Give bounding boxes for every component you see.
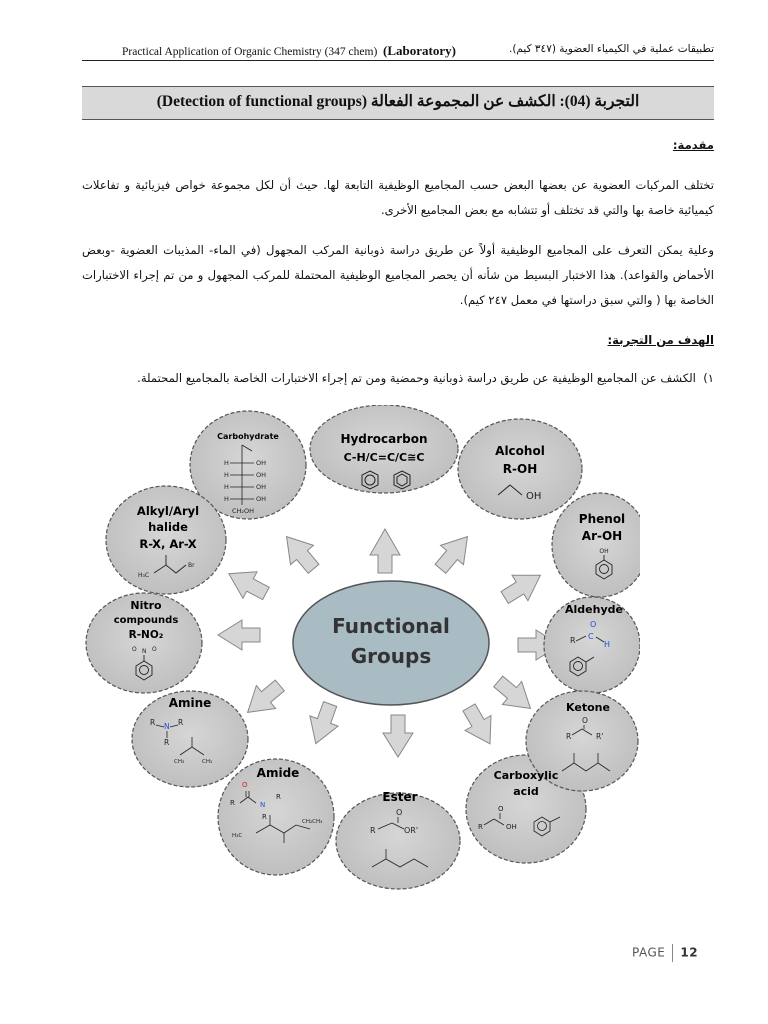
objective-item-number: ١)	[703, 371, 714, 385]
intro-paragraph-1: تختلف المركبات العضوية عن بعضها البعض حسب المجاميع الوظيفية التابعة لها. حيث أن لكل مجموعة خواص فيزيائية و تفاعلات كيميائية خاصة بها والتي قد تختلف أو تتشابه مع بعض المجاميع الأخرى.	[82, 178, 714, 217]
svg-text:H: H	[224, 495, 229, 503]
svg-text:H: H	[224, 483, 229, 491]
formula-nitro: R-NO₂	[128, 629, 164, 641]
label-hydrocarbon: Hydrocarbon	[340, 432, 428, 446]
svg-text:R: R	[370, 826, 376, 835]
page-header	[82, 38, 714, 61]
formula-hydrocarbon: C-H/C=C/C≅C	[343, 451, 425, 464]
arrow-up-right	[429, 527, 479, 578]
page-footer	[632, 944, 698, 966]
svg-text:H: H	[604, 640, 611, 649]
header-course-arabic: تطبيقات عملية في الكيمياء العضوية (٣٤٧ كيم).	[508, 43, 714, 55]
arrow-down	[383, 715, 413, 757]
svg-text:O: O	[396, 808, 403, 817]
svg-text:OH: OH	[526, 491, 542, 502]
experiment-title: التجربة (04): الكشف عن المجموعة الفعالة (Detection of functional groups)	[82, 86, 714, 120]
arrow-right-lower	[489, 670, 540, 720]
label-alcohol: Alcohol	[495, 444, 545, 458]
footer-page-label: PAGE	[632, 945, 666, 960]
arrow-down-left	[302, 699, 345, 749]
svg-text:R: R	[566, 732, 572, 741]
svg-text:CH₃: CH₃	[202, 759, 213, 765]
svg-text:O: O	[242, 781, 248, 789]
svg-text:CH₂OH: CH₂OH	[232, 507, 255, 515]
svg-text:H₃C: H₃C	[232, 833, 243, 839]
svg-text:O: O	[152, 646, 157, 653]
svg-text:R: R	[178, 718, 184, 727]
label-ester: Ester	[382, 790, 418, 804]
header-lab-label: (Laboratory)	[383, 43, 456, 58]
center-label-line2: Groups	[350, 644, 432, 668]
svg-text:H₃C: H₃C	[138, 572, 150, 579]
svg-text:R: R	[262, 813, 267, 821]
svg-text:OH: OH	[256, 459, 267, 467]
arrow-down-right	[456, 700, 503, 751]
node-hydrocarbon	[310, 405, 458, 493]
label-phenol: Phenol	[578, 512, 626, 526]
svg-text:H: H	[224, 459, 229, 467]
header-course-english: Practical Application of Organic Chemistry (347 chem) (Laboratory)	[122, 43, 456, 58]
svg-text:halide: halide	[148, 520, 188, 534]
svg-text:OH: OH	[256, 471, 267, 479]
svg-text:O: O	[582, 716, 588, 725]
objective-item-text: الكشف عن المجاميع الوظيفية عن طريق دراسة ذوبانية وحمضية ومن تم إجراء الاختبارات الخاصة بالمجاميع المحتملة.	[137, 371, 696, 385]
svg-text:R: R	[478, 823, 483, 831]
svg-text:R: R	[150, 718, 156, 727]
label-aldehyde: Aldehyde	[565, 603, 623, 616]
svg-text:CH₂CH₃: CH₂CH₃	[302, 819, 323, 825]
svg-text:H: H	[224, 471, 229, 479]
center-ellipse	[293, 581, 489, 705]
arrow-left	[218, 620, 260, 650]
svg-text:Br: Br	[188, 562, 195, 569]
label-carbohydrate: Carbohydrate	[217, 432, 279, 441]
svg-text:N: N	[260, 801, 266, 809]
svg-text:R': R'	[596, 732, 604, 741]
intro-heading: مقدمة:	[672, 138, 714, 152]
functional-groups-diagram	[80, 405, 640, 895]
svg-text:O: O	[132, 646, 137, 653]
label-ketone: Ketone	[566, 701, 610, 714]
node-phenol-body	[552, 493, 640, 597]
formula-phenol: Ar-OH	[581, 529, 623, 543]
arrow-left-lower	[238, 674, 289, 724]
svg-text:R: R	[276, 793, 281, 801]
label-carboxylic: Carboxylic	[493, 769, 559, 782]
arrow-up	[370, 529, 400, 573]
svg-text:compounds: compounds	[113, 615, 179, 626]
formula-alcohol: R-OH	[502, 462, 538, 476]
intro-paragraph-2: وعلية يمكن التعرف على المجاميع الوظيفية أولاً عن طريق دراسة ذوبانية المركب المجهول (في الماء- المذيبات العضوية -وبعض الأحماض والقواعد). هذا الاختبار البسيط من شأنه أن يحصر المجاميع الوظيفية المحتملة للمركب المجهول و من تم إجراء الاختبارات الخاصة بها ( والتي سبق دراستها في معمل ٢٤٧ كيم).	[82, 243, 714, 307]
svg-text:OH: OH	[256, 495, 267, 503]
svg-text:N: N	[142, 648, 147, 655]
svg-text:C: C	[588, 632, 594, 641]
svg-text:O: O	[498, 805, 504, 813]
svg-text:OH: OH	[506, 823, 517, 831]
label-nitro: Nitro	[130, 599, 162, 612]
label-alkyl: Alkyl/Aryl	[136, 504, 200, 518]
svg-text:acid: acid	[513, 785, 539, 798]
arrow-right-upper	[497, 563, 549, 611]
svg-text:R: R	[570, 636, 576, 645]
svg-text:N: N	[164, 722, 170, 731]
svg-text:OR': OR'	[404, 826, 419, 835]
footer-page-number: 12	[680, 945, 699, 960]
svg-text:R: R	[230, 799, 235, 807]
svg-text:OH: OH	[599, 548, 609, 555]
formula-alkyl: R-X, Ar-X	[139, 537, 197, 551]
arrow-left-upper	[222, 560, 273, 606]
label-amide: Amide	[256, 766, 300, 780]
objective-item	[82, 366, 714, 391]
objective-heading: الهدف من التجربة:	[607, 333, 714, 347]
svg-text:R: R	[164, 738, 170, 747]
arrow-up-left	[275, 527, 325, 578]
svg-text:OH: OH	[256, 483, 267, 491]
svg-text:O: O	[590, 620, 597, 629]
footer-separator	[672, 944, 673, 962]
center-label-line1: Functional	[332, 614, 450, 638]
label-amine: Amine	[168, 696, 212, 710]
svg-text:CH₃: CH₃	[174, 759, 185, 765]
